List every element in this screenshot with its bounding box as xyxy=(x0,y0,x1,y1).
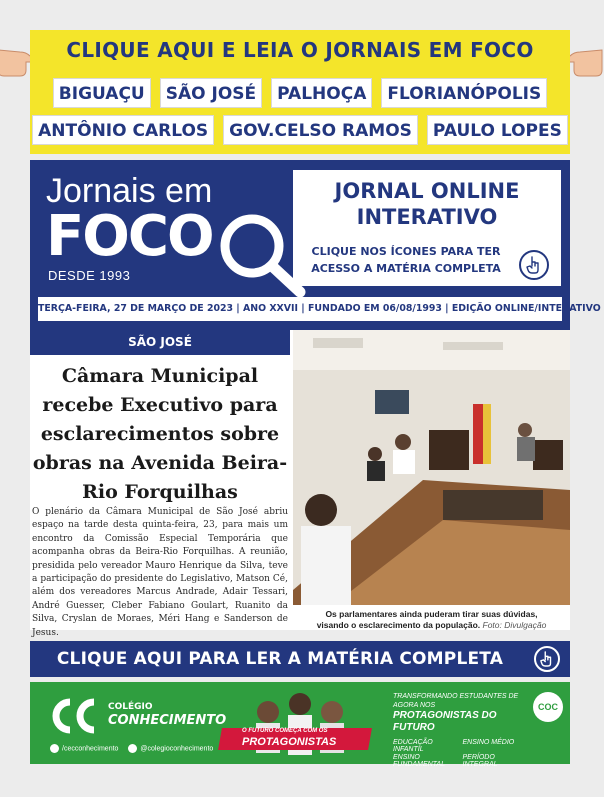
ad-school-label: COLÉGIO xyxy=(108,702,153,712)
ad-school-name: CONHECIMENTO xyxy=(108,713,227,728)
online-title xyxy=(293,178,561,230)
city-link-paulo-lopes[interactable]: PAULO LOPES xyxy=(427,115,568,145)
online-edition-box xyxy=(293,170,561,286)
city-link-antonio-carlos[interactable]: ANTÔNIO CARLOS xyxy=(32,115,214,145)
tap-hand-icon xyxy=(519,250,549,280)
ad-slogan-big: PROTAGONISTAS xyxy=(242,736,337,748)
read-full-article-button[interactable] xyxy=(30,641,570,677)
instagram-handle-text: @colegioconhecimento xyxy=(140,745,214,753)
masthead xyxy=(30,160,601,330)
city-link-palhoca[interactable]: PALHOÇA xyxy=(271,78,372,108)
online-instructions xyxy=(303,243,509,277)
tap-hand-icon xyxy=(534,646,560,672)
city-link-biguacu[interactable]: BIGUAÇU xyxy=(53,78,151,108)
banner-title[interactable]: CLIQUE AQUI E LEIA O JORNAIS EM FOCO xyxy=(66,38,534,62)
facebook-handle xyxy=(50,744,118,753)
caption-line: Os parlamentares ainda puderam tirar suas dúvidas, xyxy=(325,609,538,619)
article-photo xyxy=(293,330,570,605)
instagram-handle xyxy=(128,744,213,753)
facebook-handle-text: /cecconhecimento xyxy=(62,745,119,753)
facebook-icon xyxy=(50,744,59,753)
city-row xyxy=(30,78,570,108)
logo-top-text: Jornais em xyxy=(46,172,213,210)
photo-caption xyxy=(293,609,570,631)
city-row xyxy=(30,115,570,145)
city-link-florianopolis[interactable]: FLORIANÓPOLIS xyxy=(381,78,547,108)
article-body: O plenário da Câmara Municipal de São José abriu espaço na tarde desta quinta-feira, 23, para mais um encontro da Comissão Especial Temporária que acompanha obras da Beira-Rio Forquilhas. A reunião, presidida pelo vereador Mauro Henrique da Silva, teve a participação do presidente do Legislativo, Matson Cé, além dos vereadores Marcus Andrade, Adair Tessari, André Guesser, Cleber Fabiano Goulart, Ruanito da Silva, Cryslan de Moraes, Méri Hang e Sanderson de Jesus. xyxy=(32,507,288,638)
online-instructions-line: CLIQUE NOS ÍCONES PARA TER xyxy=(311,245,501,258)
ad-level-item: PERÍODO INTEGRAL xyxy=(462,754,498,768)
logo-main-text: FOCO xyxy=(46,204,213,269)
article-headline[interactable]: Câmara Municipal recebe Executivo para esclarecimentos sobre obras na Avenida Beira-Rio Forquilhas xyxy=(32,365,288,503)
online-title-line: JORNAL ONLINE xyxy=(334,179,520,203)
ad-students-banner xyxy=(220,682,380,764)
logo-since-text: DESDE 1993 xyxy=(48,268,131,283)
read-full-article-label: CLIQUE AQUI PARA LER A MATÉRIA COMPLETA xyxy=(56,649,504,669)
ad-slogan-small: O FUTURO COMEÇA COM OS xyxy=(242,728,328,734)
online-title-line: INTERATIVO xyxy=(356,205,498,229)
students-illustration xyxy=(220,682,380,764)
ad-offerings xyxy=(393,692,528,768)
ad-social-links xyxy=(50,744,213,753)
instagram-icon xyxy=(128,744,137,753)
ad-level-item: ENSINO MÉDIO xyxy=(462,739,515,746)
city-link-sao-jose[interactable]: SÃO JOSÉ xyxy=(160,78,262,108)
ad-levels-list xyxy=(393,739,528,768)
ad-tagline-top: TRANSFORMANDO ESTUDANTES DE AGORA NOS xyxy=(393,693,519,709)
photo-credit: Foto: Divulgação xyxy=(482,620,547,630)
newspaper-logo xyxy=(46,172,286,292)
article xyxy=(30,330,570,638)
school-advertisement[interactable] xyxy=(30,682,570,768)
editions-banner xyxy=(30,30,570,154)
ad-level-item: ENSINO FUNDAMENTAL xyxy=(393,754,445,768)
caption-line: visando o esclarecimento da população. xyxy=(316,620,481,630)
ad-tagline-main: PROTAGONISTAS DO FUTURO xyxy=(393,710,497,733)
school-logo-icon xyxy=(48,696,102,736)
coc-badge: COC xyxy=(533,692,563,722)
ad-level-item: EDUCAÇÃO INFANTIL xyxy=(393,739,433,753)
online-instructions-line: ACESSO A MATÉRIA COMPLETA xyxy=(311,262,501,275)
city-link-gov-celso-ramos[interactable]: GOV.CELSO RAMOS xyxy=(223,115,418,145)
dateline: TERÇA-FEIRA, 27 DE MARÇO DE 2023 | ANO XXVII | FUNDADO EM 06/08/1993 | EDIÇÃO ONLINE/INTERATIVO xyxy=(38,297,562,321)
section-tag: SÃO JOSÉ xyxy=(30,330,290,355)
